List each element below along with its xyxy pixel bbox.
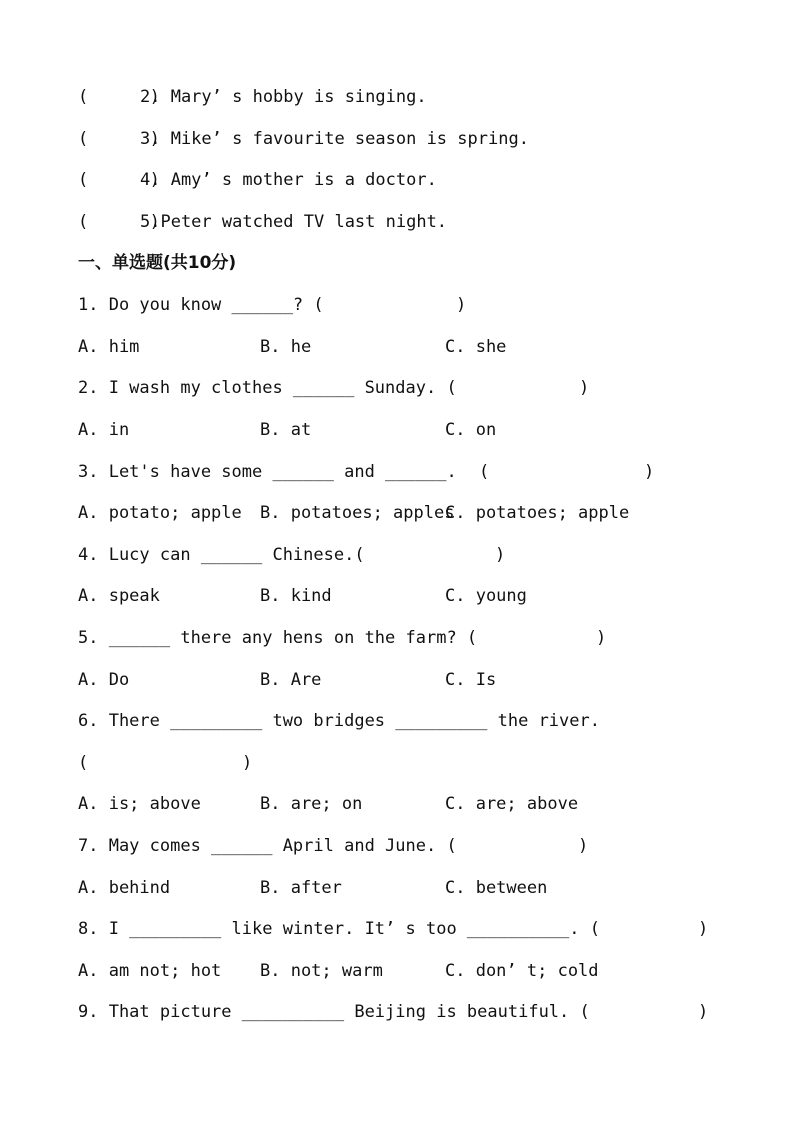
question-1-options (78, 335, 778, 359)
answer-bracket: ( ) (78, 129, 160, 149)
answer-close-paren: ) (242, 753, 253, 773)
option-b: B. Are (260, 670, 322, 690)
option-b: B. potatoes; apples (260, 503, 455, 523)
answer-close-paren: ) (579, 378, 590, 398)
question-4 (78, 543, 778, 567)
option-b: B. at (260, 420, 312, 440)
option-a: A. him (78, 337, 140, 357)
option-a: A. Do (78, 670, 130, 690)
tf-item-4 (78, 168, 437, 192)
option-a: A. speak (78, 586, 160, 606)
option-b: B. after (260, 878, 342, 898)
question-8 (78, 917, 788, 941)
question-3-options (78, 501, 778, 525)
answer-open-paren: ( (78, 753, 89, 773)
question-text: 4. Lucy can ______ Chinese.( (78, 545, 365, 565)
tf-item-2 (78, 85, 427, 109)
option-c: C. don’ t; cold (445, 961, 599, 981)
question-text: 8. I _________ like winter. It’ s too __________. ( (78, 919, 600, 939)
question-text: 1. Do you know ______? ( (78, 295, 324, 315)
question-4-options (78, 584, 778, 608)
tf-item-text: 2. Mary’ s hobby is singing. (140, 87, 427, 107)
option-b: B. not; warm (260, 961, 383, 981)
question-8-options (78, 959, 778, 983)
tf-item-text: 5.Peter watched TV last night. (140, 212, 448, 232)
question-text: 5. ______ there any hens on the farm? ( (78, 628, 478, 648)
answer-close-paren: ) (596, 628, 607, 648)
answer-bracket: ( ) (78, 170, 160, 190)
question-6-options (78, 792, 778, 816)
question-text: 3. Let's have some ______ and ______. (78, 462, 457, 482)
question-text: 9. That picture __________ Beijing is beautiful. ( (78, 1002, 590, 1022)
option-b: B. kind (260, 586, 332, 606)
answer-close-paren: ) (456, 295, 467, 315)
question-6 (78, 709, 778, 733)
option-c: C. are; above (445, 794, 579, 814)
answer-close-paren: ) (698, 919, 709, 939)
answer-close-paren: ) (644, 462, 655, 482)
question-text: 6. There _________ two bridges _________ the river. (78, 711, 600, 731)
tf-item-text: 4. Amy’ s mother is a doctor. (140, 170, 437, 190)
option-a: A. is; above (78, 794, 201, 814)
answer-bracket: ( ) (78, 212, 160, 232)
tf-item-text: 3. Mike’ s favourite season is spring. (140, 129, 529, 149)
question-2 (78, 376, 778, 400)
question-6-answer-parens (78, 751, 778, 775)
question-7 (78, 834, 778, 858)
option-a: A. potato; apple (78, 503, 242, 523)
option-a: A. am not; hot (78, 961, 222, 981)
option-c: C. between (445, 878, 548, 898)
question-2-options (78, 418, 778, 442)
question-9 (78, 1000, 788, 1024)
answer-bracket: ( ) (78, 87, 160, 107)
answer-close-paren: ) (495, 545, 506, 565)
question-5-options (78, 668, 778, 692)
section-title: 一、单选题(共10分) (78, 253, 237, 273)
answer-open-paren: ( (479, 462, 490, 482)
option-c: C. on (445, 420, 497, 440)
option-c: C. young (445, 586, 527, 606)
answer-close-paren: ) (698, 1002, 709, 1022)
question-text: 2. I wash my clothes ______ Sunday. ( (78, 378, 457, 398)
tf-item-5 (78, 210, 448, 234)
answer-close-paren: ) (578, 836, 589, 856)
option-b: B. are; on (260, 794, 363, 814)
question-5 (78, 626, 778, 650)
question-3 (78, 460, 778, 484)
option-c: C. potatoes; apple (445, 503, 630, 523)
option-c: C. she (445, 337, 507, 357)
question-7-options (78, 876, 778, 900)
question-text: 7. May comes ______ April and June. ( (78, 836, 457, 856)
option-a: A. behind (78, 878, 171, 898)
option-b: B. he (260, 337, 312, 357)
option-a: A. in (78, 420, 130, 440)
question-1 (78, 293, 778, 317)
tf-item-3 (78, 127, 529, 151)
option-c: C. Is (445, 670, 497, 690)
